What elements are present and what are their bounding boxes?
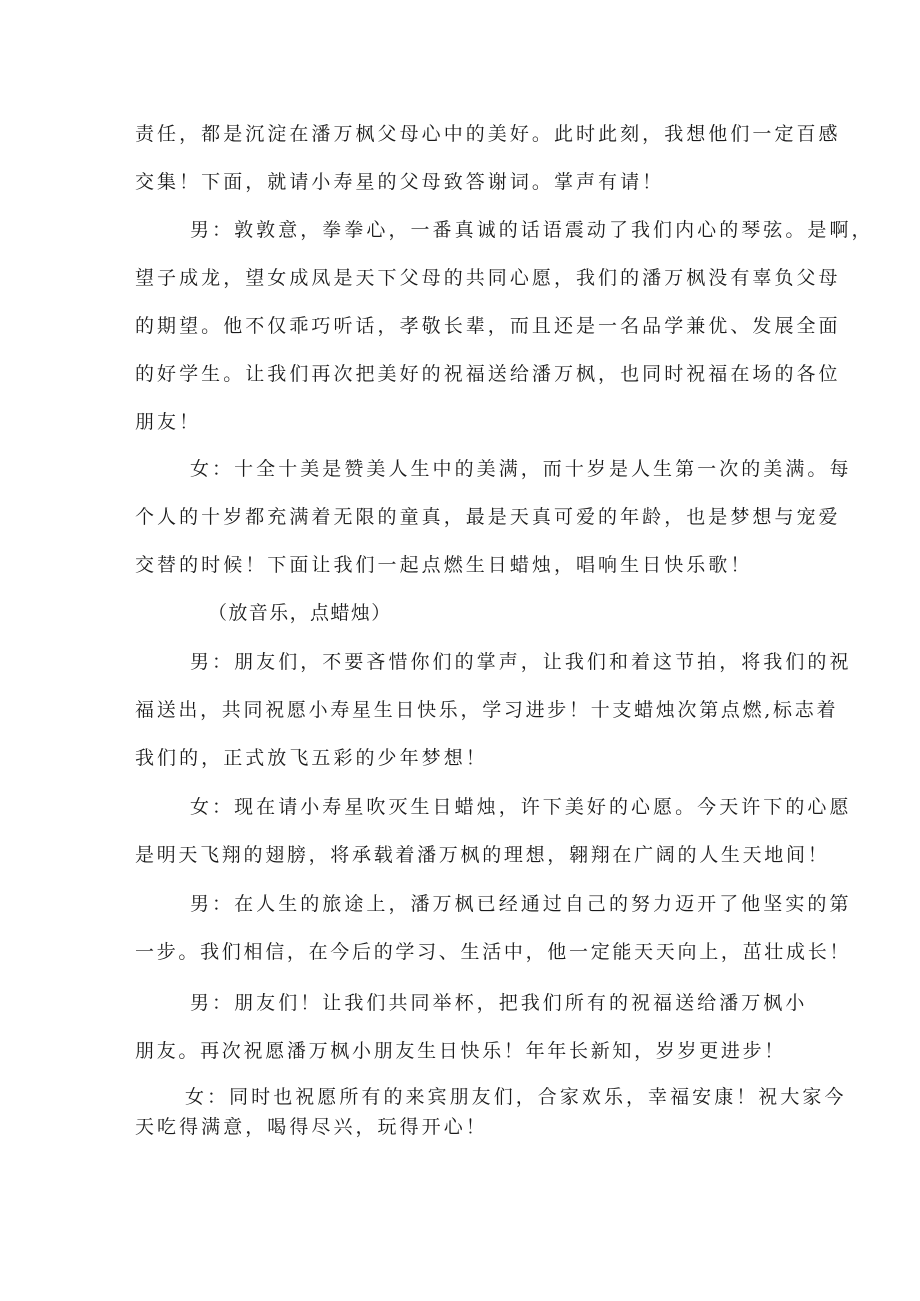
paragraph-line: 一步。我们相信，在今后的学习、生活中，他一定能天天向上，茁壮成长！ — [135, 941, 852, 963]
paragraph-line: 个人的十岁都充满着无限的童真，最是天真可爱的年龄，也是梦想与宠爱 — [135, 506, 841, 528]
paragraph-line: 男：朋友们！让我们共同举杯，把我们所有的祝福送给潘万枫小 — [190, 992, 808, 1014]
paragraph-line: 天吃得满意，喝得尽兴，玩得开心！ — [135, 1116, 488, 1138]
paragraph-line: 我们的，正式放飞五彩的少年梦想！ — [135, 747, 488, 769]
paragraph-line: 男：朋友们，不要吝惜你们的掌声，让我们和着这节拍，将我们的祝 — [190, 651, 852, 673]
paragraph — [135, 218, 874, 434]
paragraph-line: 望子成龙，望女成凤是天下父母的共同心愿，我们的潘万枫没有辜负父母 — [135, 267, 841, 289]
paragraph-line: 女：十全十美是赞美人生中的美满，而十岁是人生第一次的美满。每 — [190, 458, 852, 480]
paragraph — [135, 991, 807, 1063]
paragraph-line: 的期望。他不仅乖巧听话，孝敬长辈，而且还是一名品学兼优、发展全面 — [135, 315, 841, 337]
paragraph — [135, 1085, 847, 1139]
paragraph — [135, 892, 852, 964]
stage-direction: （放音乐，点蜡烛） — [208, 602, 392, 624]
paragraph — [135, 122, 841, 194]
paragraph — [208, 601, 392, 625]
paragraph-line: 是明天飞翔的翅膀，将承载着潘万枫的理想，翱翔在广阔的人生天地间！ — [135, 844, 830, 866]
paragraph-line: 男：在人生的旅途上，潘万枫已经通过自己的努力迈开了他坚实的第 — [190, 893, 852, 915]
paragraph — [135, 650, 852, 770]
paragraph-line: 朋友！ — [135, 411, 202, 433]
paragraph-line: 交替的时候！下面让我们一起点燃生日蜡烛，唱响生日快乐歌！ — [135, 554, 753, 576]
paragraph-line: 福送出，共同祝愿小寿星生日快乐，学习进步！十支蜡烛次第点燃,标志着 — [135, 699, 839, 721]
paragraph-line: 男：敦敦意，拳拳心，一番真诚的话语震动了我们内心的琴弦。是啊， — [190, 219, 874, 241]
paragraph-line: 交集！下面，就请小寿星的父母致答谢词。掌声有请！ — [135, 171, 665, 193]
paragraph — [135, 457, 852, 577]
paragraph-line: 的好学生。让我们再次把美好的祝福送给潘万枫，也同时祝福在场的各位 — [135, 363, 841, 385]
paragraph-line: 女：现在请小寿星吹灭生日蜡烛，许下美好的心愿。今天许下的心愿 — [190, 796, 852, 818]
paragraph-line: 女：同时也祝愿所有的来宾朋友们，合家欢乐，幸福安康！祝大家今 — [185, 1086, 847, 1108]
paragraph-line: 朋友。再次祝愿潘万枫小朋友生日快乐！年年长新知，岁岁更进步！ — [135, 1040, 787, 1062]
paragraph-line: 责任，都是沉淀在潘万枫父母心中的美好。此时此刻，我想他们一定百感 — [135, 123, 841, 145]
paragraph — [135, 795, 852, 867]
